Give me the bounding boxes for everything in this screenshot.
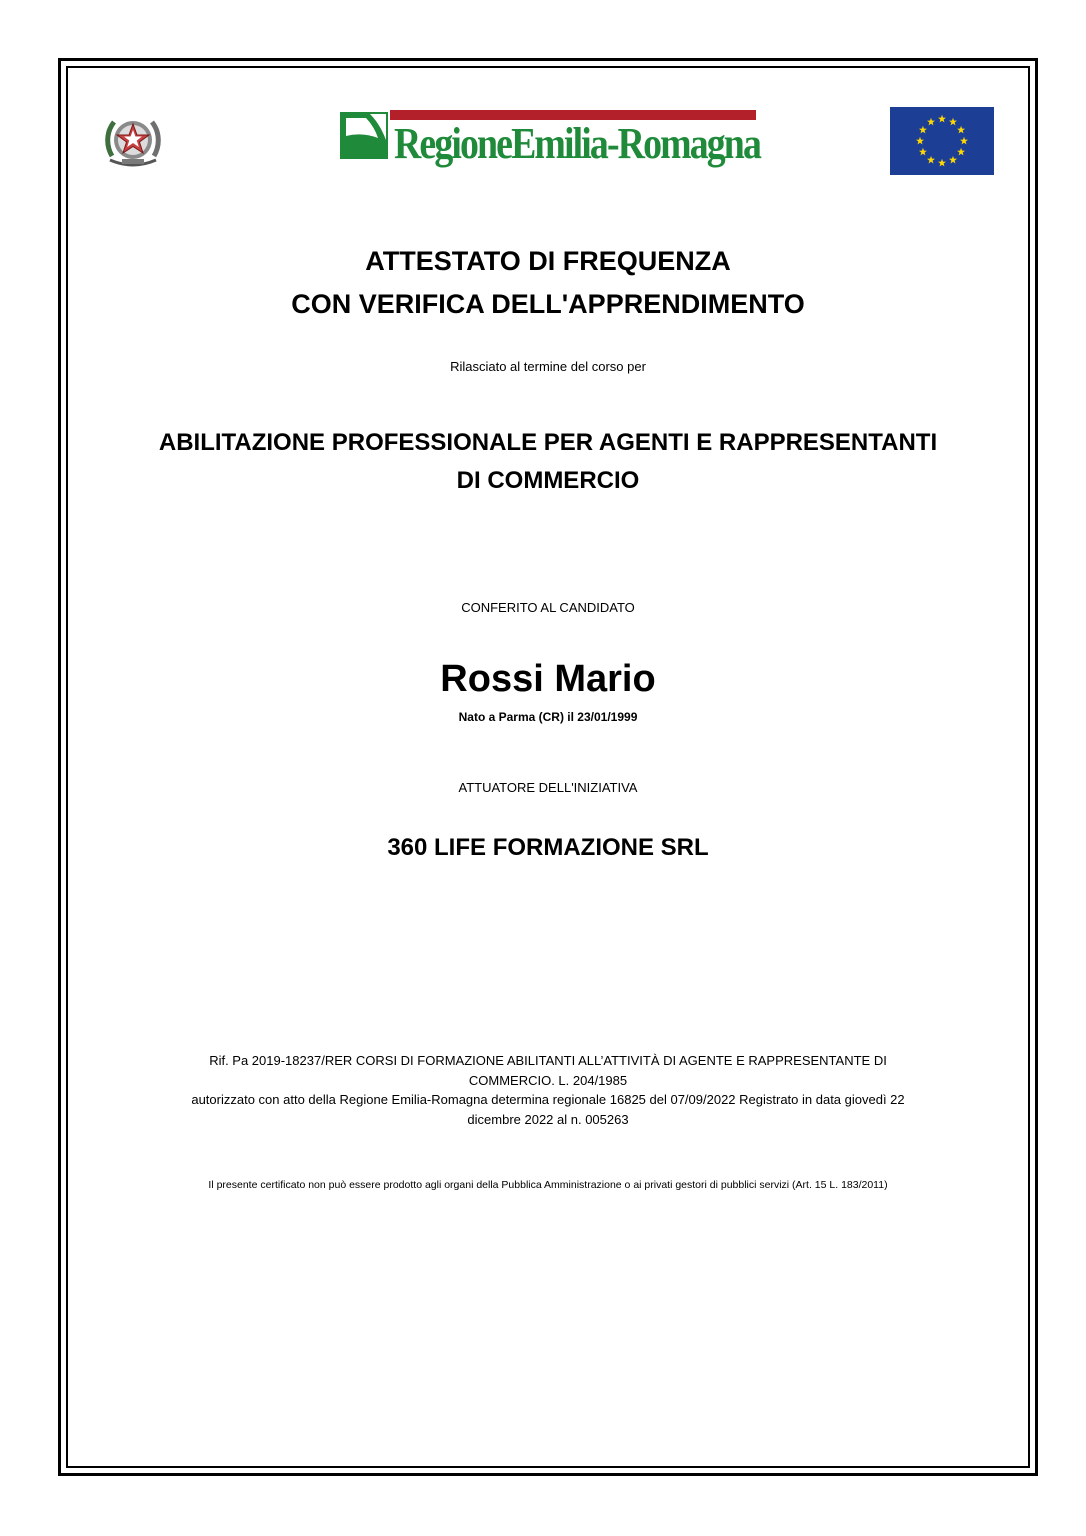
reference-line-2: autorizzato con atto della Regione Emilia-Romagna determina regionale 16825 del 07/09/2022 Registrato in data giovedì 22 dicembre 2022 al n. 005263 <box>191 1092 905 1127</box>
region-emilia-romagna-logo <box>340 110 760 172</box>
disclaimer-text: Il presente certificato non può essere prodotto agli organi della Pubblica Amministrazione o ai privati gestori di pubblici servizi (Art. 15 L. 183/2011) <box>208 1179 888 1191</box>
reference-line-1: Rif. Pa 2019-18237/RER CORSI DI FORMAZIONE ABILITANTI ALL’ATTIVITÀ DI AGENTE E RAPPRESENTANTE DI COMMERCIO. L. 204/1985 <box>209 1053 887 1088</box>
italian-republic-emblem-icon <box>104 110 162 172</box>
candidate-birth-info: Nato a Parma (CR) il 23/01/1999 <box>458 710 638 724</box>
candidate-name: Rossi Mario <box>440 658 656 700</box>
title-line-1: ATTESTATO DI FREQUENZA <box>365 246 731 276</box>
course-name: ABILITAZIONE PROFESSIONALE PER AGENTI E RAPPRESENTANTI DI COMMERCIO <box>158 429 938 494</box>
reference-block <box>170 1051 926 1129</box>
region-logo-text: RegioneEmilia-Romagna <box>394 119 760 168</box>
eu-flag-icon <box>890 107 994 175</box>
title-line-2: CON VERIFICA DELL'APPRENDIMENTO <box>291 289 805 319</box>
issued-text: Rilasciato al termine del corso per <box>450 359 646 374</box>
certificate-title <box>70 240 1026 326</box>
conferred-label: CONFERITO AL CANDIDATO <box>461 600 635 615</box>
implementer-label: ATTUATORE DELL'INIZIATIVA <box>458 780 638 795</box>
implementer-name: 360 LIFE FORMAZIONE SRL <box>387 834 709 861</box>
